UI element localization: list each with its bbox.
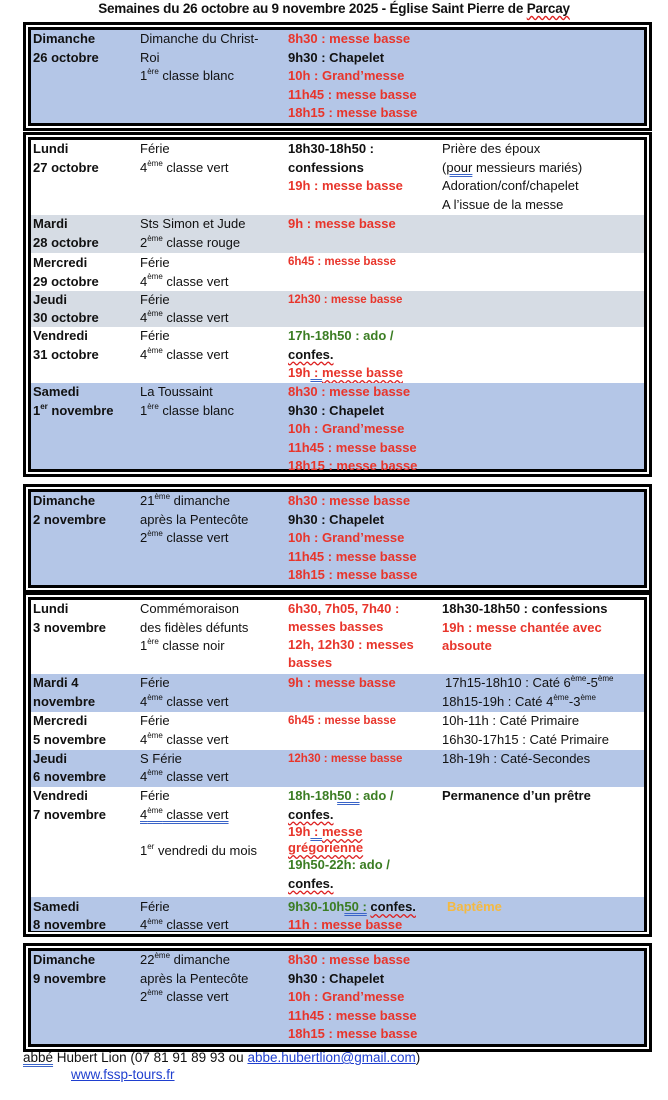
day-row-mercredi-5: Mercredi 5 novembre Férie 4ème classe vert 6h45 : messe basse 10h-11h : Caté Primaire 16h30-17h15 : Caté Primaire [31, 712, 644, 750]
day-row-samedi-8: Samedi 8 novembre Férie 4ème classe vert 9h30-10h50 : confes. 11h : messe basse Baptême [31, 897, 644, 931]
week-block-3-novembre [23, 592, 652, 937]
day-row-mercredi-29: Mercredi 29 octobre Férie 4ème classe vert 6h45 : messe basse [31, 253, 644, 291]
liturgy: Dimanche du Christ- Roi 1ère classe blanc [140, 31, 259, 83]
week-block-27-octobre [23, 132, 652, 477]
day-row-mardi-4: Mardi 4 novembre Férie 4ème classe vert 9h : messe basse 17h15-18h10 : Caté 6ème-5ème 18h15-19h : Caté 4ème-3ème [31, 674, 644, 712]
day-row-vendredi-7: Vendredi 7 novembre Férie 4ème classe vert 1er vendredi du mois 18h-18h50 : ado / confes. 19h : messe grégorienne 19h50-22h: ado / confes. Permanence d’un prêtre [31, 787, 644, 897]
title-place: Parcay [526, 1, 570, 16]
schedule: 8h30 : messe basse 9h30 : Chapelet 10h : Grand’messe 11h45 : messe basse 18h15 : messe basse [288, 31, 418, 120]
day-date: 26 octobre [33, 49, 99, 65]
day-row-jeudi-30: Jeudi 30 octobre Férie 4ème classe vert 12h30 : messe basse [31, 291, 644, 327]
day-row-dimanche-26 [31, 30, 644, 123]
notes: Prière des époux (pour messieurs mariés) Adoration/conf/chapelet A l’issue de la messe [442, 141, 583, 212]
week-block-9-novembre [23, 943, 652, 1052]
day-row-dimanche-2: Dimanche 2 novembre 21ème dimanche après la Pentecôte 2ème classe vert 8h30 : messe basse 9h30 : Chapelet 10h : Grand’messe 11h45 : messe basse 18h15 : messe basse [31, 492, 644, 585]
day-row-mardi-28: Mardi 28 octobre Sts Simon et Jude 2ème classe rouge 9h : messe basse [31, 215, 644, 253]
page-title: Semaines du 26 octobre au 9 novembre 2025 - Église Saint Pierre de Parcay [98, 1, 570, 16]
week-block-2-novembre [23, 484, 652, 593]
website-link[interactable]: www.fssp-tours.fr [71, 1067, 175, 1082]
contact-footer: abbé Hubert Lion (07 81 91 89 93 ou abbe.hubertlion@gmail.com) www.fssp-tours.fr [23, 1050, 421, 1082]
day-row-samedi-1: Samedi 1er novembre La Toussaint 1ère classe blanc 8h30 : messe basse 9h30 : Chapelet 10h : Grand’messe 11h45 : messe basse 18h15 : messe basse [31, 383, 644, 469]
day-row-lundi-27: Lundi 27 octobre Férie 4ème classe vert 18h30-18h50 : confessions 19h : messe basse Prière des époux (pour messieurs mariés) Adoration/conf/chapelet A l’issue de la messe [31, 140, 644, 215]
day-row-vendredi-31: Vendredi 31 octobre Férie 4ème classe vert 17h-18h50 : ado / confes. 19h : messe basse [31, 327, 644, 383]
email-link[interactable]: abbe.hubertlion@gmail.com [247, 1050, 416, 1065]
week-block-26-octobre [23, 22, 652, 131]
day-row-lundi-3: Lundi 3 novembre Commémoraison des fidèles défunts 1ère classe noir 6h30, 7h05, 7h40 : messes basses 12h, 12h30 : messes basses 18h30-18h50 : confessions 19h : messe chantée avec absoute [31, 600, 644, 674]
day-row-jeudi-6: Jeudi 6 novembre S Férie 4ème classe vert 12h30 : messe basse 18h-19h : Caté-Secondes [31, 750, 644, 787]
day-name: Dimanche [33, 31, 96, 46]
day-row-dimanche-9: Dimanche 9 novembre 22ème dimanche après la Pentecôte 2ème classe vert 8h30 : messe basse 9h30 : Chapelet 10h : Grand’messe 11h45 : messe basse 18h15 : messe basse [31, 951, 644, 1044]
